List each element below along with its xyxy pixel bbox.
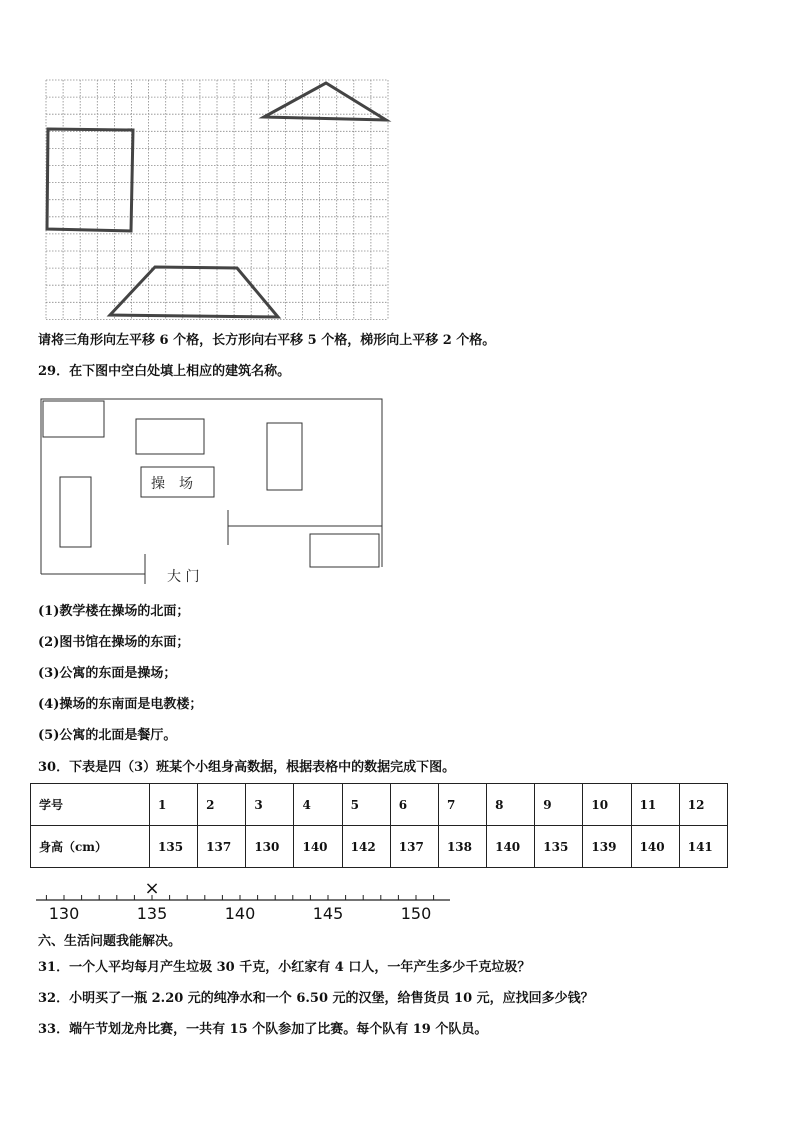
number-line-label: 145 — [312, 904, 344, 923]
translate-instruction: 请将三角形向左平移 6 个格，长方形向右平移 5 个格，梯形向上平移 2 个格。 — [38, 333, 496, 348]
question-32: 32．小明买了一瓶 2.20 元的纯净水和一个 6.50 元的汉堡，给售货员 10 元，应找回多少钱？ — [38, 991, 594, 1006]
grid-lines — [46, 80, 388, 319]
table-cell: 3 — [246, 784, 294, 826]
number-line-label: 135 — [136, 904, 168, 923]
map-boundary — [41, 399, 382, 574]
table-cell: 140 — [294, 826, 342, 868]
blank-box-northwest — [43, 401, 104, 437]
blank-box-west — [60, 477, 91, 547]
gate-label: 大 门 — [167, 569, 200, 585]
table-cell: 137 — [198, 826, 246, 868]
table-cell: 9 — [535, 784, 583, 826]
blank-box-north — [136, 419, 204, 454]
number-line-label: 150 — [400, 904, 432, 923]
number-line — [30, 872, 460, 924]
table-cell: 2 — [198, 784, 246, 826]
statement-5: (5)公寓的北面是餐厅。 — [38, 728, 177, 743]
statement-3: (3)公寓的东面是操场； — [38, 666, 177, 681]
table-cell: 130 — [246, 826, 294, 868]
table-cell: 10 — [583, 784, 631, 826]
height-table — [30, 783, 728, 868]
question-31: 31．一个人平均每月产生垃圾 30 千克，小红家有 4 口人，一年产生多少千克垃圾？ — [38, 960, 531, 975]
statement-4: (4)操场的东南面是电教楼； — [38, 697, 203, 712]
table-cell: 5 — [342, 784, 390, 826]
table-row-ids — [31, 784, 728, 826]
table-cell: 7 — [438, 784, 486, 826]
q29-title: 29．在下图中空白处填上相应的建筑名称。 — [38, 364, 291, 379]
table-cell: 11 — [631, 784, 679, 826]
playground-label: 操 场 — [151, 476, 193, 492]
table-cell: 8 — [487, 784, 535, 826]
statement-2: (2)图书馆在操场的东面； — [38, 635, 190, 650]
table-cell: 141 — [679, 826, 727, 868]
row-header-height: 身高（cm） — [31, 826, 150, 868]
table-cell: 140 — [487, 826, 535, 868]
number-line-label: 140 — [224, 904, 256, 923]
blank-box-east — [267, 423, 302, 490]
grid-figure — [40, 76, 395, 322]
table-cell: 137 — [390, 826, 438, 868]
q30-title: 30．下表是四（3）班某个小组身高数据，根据表格中的数据完成下图。 — [38, 760, 456, 775]
rectangle-shape — [47, 129, 133, 231]
section6-title: 六、生活问题我能解决。 — [38, 934, 182, 949]
table-cell: 1 — [150, 784, 198, 826]
table-cell: 140 — [631, 826, 679, 868]
trapezoid-shape — [110, 267, 278, 317]
question-33: 33．端午节划龙舟比赛，一共有 15 个队参加了比赛。每个队有 19 个队员。 — [38, 1022, 488, 1037]
table-cell: 142 — [342, 826, 390, 868]
table-cell: 138 — [438, 826, 486, 868]
blank-box-southeast — [310, 534, 379, 567]
table-cell: 135 — [150, 826, 198, 868]
number-line-label: 130 — [48, 904, 80, 923]
table-cell: 12 — [679, 784, 727, 826]
table-cell: 135 — [535, 826, 583, 868]
number-line-mark: × — [144, 878, 160, 899]
row-header-id: 学号 — [31, 784, 150, 826]
table-cell: 6 — [390, 784, 438, 826]
table-cell: 139 — [583, 826, 631, 868]
table-cell: 4 — [294, 784, 342, 826]
table-row-heights — [31, 826, 728, 868]
statement-1: (1)教学楼在操场的北面； — [38, 604, 190, 619]
campus-map — [36, 396, 388, 588]
